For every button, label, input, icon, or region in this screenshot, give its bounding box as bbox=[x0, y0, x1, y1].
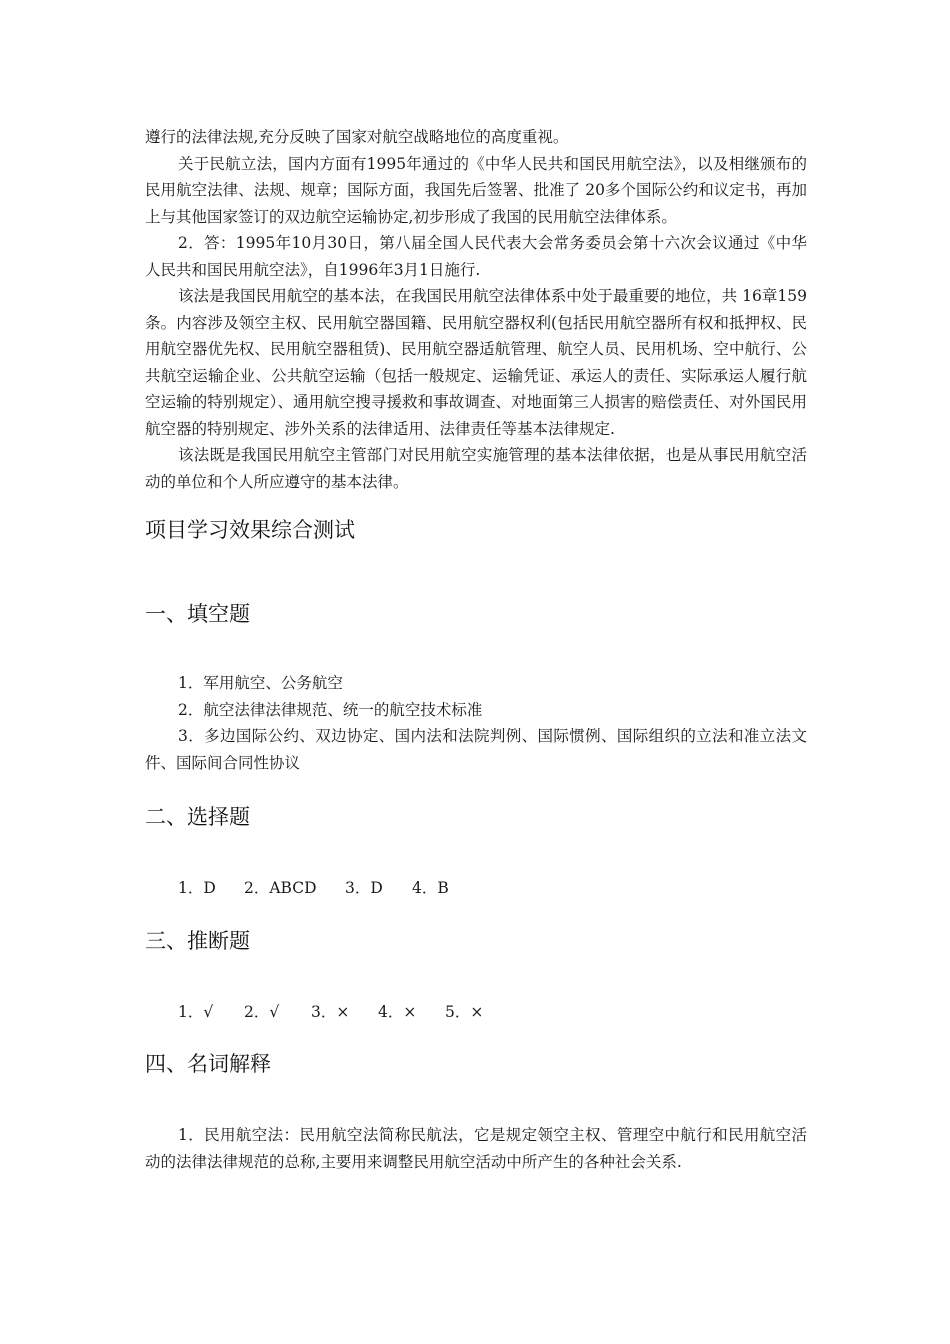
term-definition: 1．民用航空法：民用航空法简称民航法，它是规定领空主权、管理空中航行和民用航空活动的法律法律规范的总称,主要用来调整民用航空活动中所产生的各种社会关系. bbox=[145, 1126, 807, 1171]
terms-list bbox=[145, 1122, 807, 1175]
judge-answer: 2．√ bbox=[244, 1002, 280, 1021]
fill-blank-item: 2．航空法律法律规范、统一的航空技术标准 bbox=[178, 700, 483, 719]
intro-paragraph-4: 该法是我国民用航空的基本法，在我国民用航空法律体系中处于最重要的地位，共 16章159条。内容涉及领空主权、民用航空器国籍、民用航空器权利(包括民用航空器所有权和抵押权、民用航空器优先权、民用航空器租赁)、民用航空器适航管理、航空人员、民用机场、空中航行、公共航空运输企业、公共航空运输（包括一般规定、运输凭证、承运人的责任、实际承运人履行航空运输的特别规定）、通用航空搜寻援救和事故调查、对地面第三人损害的赔偿责任、对外国民用航空器的特别规定、涉外关系的法律适用、法律责任等基本法律规定. bbox=[145, 287, 807, 438]
judge-answer: 5．× bbox=[445, 1002, 484, 1021]
intro-paragraph-2: 关于民航立法，国内方面有1995年通过的《中华人民共和国民用航空法》，以及相继颁布的民用航空法律、法规、规章；国际方面，我国先后签署、批准了 20多个国际公约和议定书，再加上与其他国家签订的双边航空运输协定,初步形成了我国的民用航空法律体系。 bbox=[145, 154, 807, 226]
fill-blank-heading: 一、填空题 bbox=[145, 602, 250, 626]
choice-answers bbox=[145, 875, 807, 902]
judge-answer: 1．√ bbox=[178, 1002, 214, 1021]
fill-blank-item: 1．军用航空、公务航空 bbox=[178, 674, 343, 692]
judge-answer: 4．× bbox=[378, 1002, 417, 1021]
judge-answers bbox=[145, 999, 807, 1026]
choice-answer: 2．ABCD bbox=[244, 879, 317, 897]
choice-answer: 3．D bbox=[345, 879, 383, 897]
intro-paragraph-1: 遵行的法律法规,充分反映了国家对航空战略地位的高度重视。 bbox=[145, 128, 569, 146]
choice-heading: 二、选择题 bbox=[145, 805, 250, 829]
judge-answer: 3．× bbox=[311, 1002, 350, 1021]
intro-paragraph-5: 该法既是我国民用航空主管部门对民用航空实施管理的基本法律依据，也是从事民用航空活动的单位和个人所应遵守的基本法律。 bbox=[145, 446, 807, 491]
test-section-title: 项目学习效果综合测试 bbox=[145, 518, 355, 542]
choice-answer: 4．B bbox=[412, 879, 449, 897]
fill-blank-item: 3．多边国际公约、双边协定、国内法和法院判例、国际惯例、国际组织的立法和准立法文件、国际间合同性协议 bbox=[145, 727, 807, 772]
terms-heading: 四、名词解释 bbox=[145, 1052, 271, 1076]
choice-answer: 1．D bbox=[178, 879, 216, 897]
judge-heading: 三、推断题 bbox=[145, 928, 250, 953]
intro-paragraph-3: 2．答：1995年10月30日，第八届全国人民代表大会常务委员会第十六次会议通过《中华人民共和国民用航空法》，自1996年3月1日施行. bbox=[145, 234, 807, 279]
fill-blank-list bbox=[145, 670, 807, 776]
page-content bbox=[145, 124, 807, 1175]
